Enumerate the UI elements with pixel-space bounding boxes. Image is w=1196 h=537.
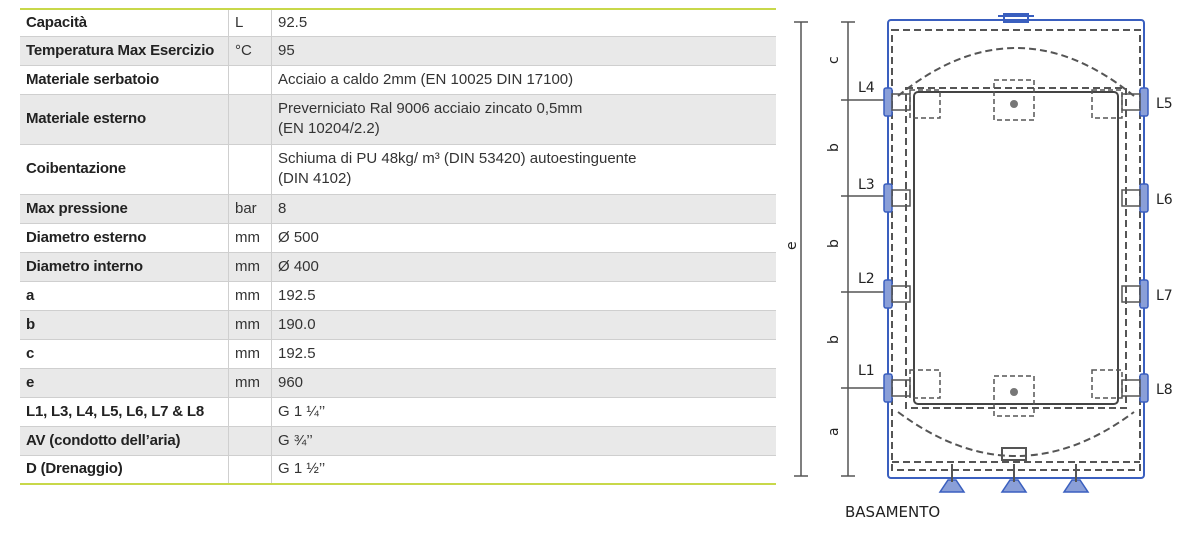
spec-value: 192.5 <box>272 339 777 368</box>
dim-label-a: a <box>826 427 842 436</box>
spec-label: Capacità <box>20 9 229 36</box>
spec-value: 190.0 <box>272 310 777 339</box>
spec-unit: L <box>229 9 272 36</box>
spec-value: 960 <box>272 368 777 397</box>
table-row <box>20 339 776 368</box>
spec-value: G 1 ½’’ <box>272 455 777 484</box>
table-row <box>20 281 776 310</box>
table-row <box>20 36 776 65</box>
spec-label: c <box>20 339 229 368</box>
specifications-table <box>20 8 776 485</box>
spec-value-line2: (DIN 4102) <box>278 170 352 187</box>
dim-label-b: b <box>826 335 842 344</box>
spec-unit <box>229 397 272 426</box>
spec-value: 95 <box>272 36 777 65</box>
table-row <box>20 252 776 281</box>
spec-value: 8 <box>272 194 777 223</box>
base-label: BASAMENTO <box>845 503 941 521</box>
table-row <box>20 223 776 252</box>
port-label-L4: L4 <box>858 80 875 96</box>
port-L8-icon <box>1140 374 1148 402</box>
spec-unit <box>229 426 272 455</box>
spec-unit <box>229 65 272 94</box>
spec-unit: mm <box>229 223 272 252</box>
spec-label: L1, L3, L4, L5, L6, L7 & L8 <box>20 397 229 426</box>
spec-unit: °C <box>229 36 272 65</box>
table-row <box>20 9 776 36</box>
spec-value: Acciaio a caldo 2mm (EN 10025 DIN 17100) <box>272 65 777 94</box>
spec-value-line2: (EN 10204/2.2) <box>278 120 380 137</box>
spec-label: Coibentazione <box>20 144 229 194</box>
spec-unit <box>229 455 272 484</box>
spec-unit: bar <box>229 194 272 223</box>
tank-technical-drawing <box>780 0 1196 500</box>
spec-value: Ø 500 <box>272 223 777 252</box>
spec-unit <box>229 94 272 144</box>
port-L2-icon <box>884 280 892 308</box>
spec-unit: mm <box>229 310 272 339</box>
port-label-L3: L3 <box>858 177 875 193</box>
table-row <box>20 194 776 223</box>
table-row <box>20 94 776 144</box>
spec-value <box>272 94 777 144</box>
spec-label: Temperatura Max Esercizio <box>20 36 229 65</box>
spec-value: G ¾’’ <box>272 426 777 455</box>
drain-icon <box>1002 448 1026 460</box>
table-row <box>20 426 776 455</box>
table-row <box>20 455 776 484</box>
port-L7-icon <box>1140 280 1148 308</box>
spec-unit: mm <box>229 252 272 281</box>
vessel-body <box>914 92 1118 404</box>
spec-label: b <box>20 310 229 339</box>
spec-unit: mm <box>229 281 272 310</box>
port-label-L8: L8 <box>1156 382 1173 398</box>
spec-value: 192.5 <box>272 281 777 310</box>
spec-label: Materiale serbatoio <box>20 65 229 94</box>
port-label-L6: L6 <box>1156 192 1173 208</box>
spec-unit <box>229 144 272 194</box>
spec-value: G 1 ¼’’ <box>272 397 777 426</box>
port-L3-icon <box>884 184 892 212</box>
dim-label-e: e <box>784 241 800 250</box>
port-label-L2: L2 <box>858 271 875 287</box>
port-L1-icon <box>884 374 892 402</box>
port-L4-icon <box>884 88 892 116</box>
port-L6-icon <box>1140 184 1148 212</box>
table-row <box>20 397 776 426</box>
table-row <box>20 368 776 397</box>
table-row <box>20 310 776 339</box>
table-row <box>20 65 776 94</box>
spec-label: D (Drenaggio) <box>20 455 229 484</box>
dim-label-b: b <box>826 143 842 152</box>
spec-label: a <box>20 281 229 310</box>
table-row <box>20 144 776 194</box>
spec-label: Materiale esterno <box>20 94 229 144</box>
spec-value: Ø 400 <box>272 252 777 281</box>
spec-value <box>272 144 777 194</box>
port-label-L5: L5 <box>1156 96 1173 112</box>
spec-label: Diametro interno <box>20 252 229 281</box>
spec-label: Max pressione <box>20 194 229 223</box>
spec-label: AV (condotto dell’aria) <box>20 426 229 455</box>
spec-value-line1: Schiuma di PU 48kg/ m³ (DIN 53420) autoestinguente <box>278 150 637 167</box>
port-label-L7: L7 <box>1156 288 1173 304</box>
spec-unit: mm <box>229 368 272 397</box>
dim-label-b: b <box>826 239 842 248</box>
dim-label-c: c <box>826 56 842 64</box>
port-L5-icon <box>1140 88 1148 116</box>
spec-unit: mm <box>229 339 272 368</box>
spec-value: 92.5 <box>272 9 777 36</box>
spec-value-line1: Preverniciato Ral 9006 acciaio zincato 0,5mm <box>278 100 583 117</box>
spec-label: Diametro esterno <box>20 223 229 252</box>
spec-label: e <box>20 368 229 397</box>
port-label-L1: L1 <box>858 363 875 379</box>
